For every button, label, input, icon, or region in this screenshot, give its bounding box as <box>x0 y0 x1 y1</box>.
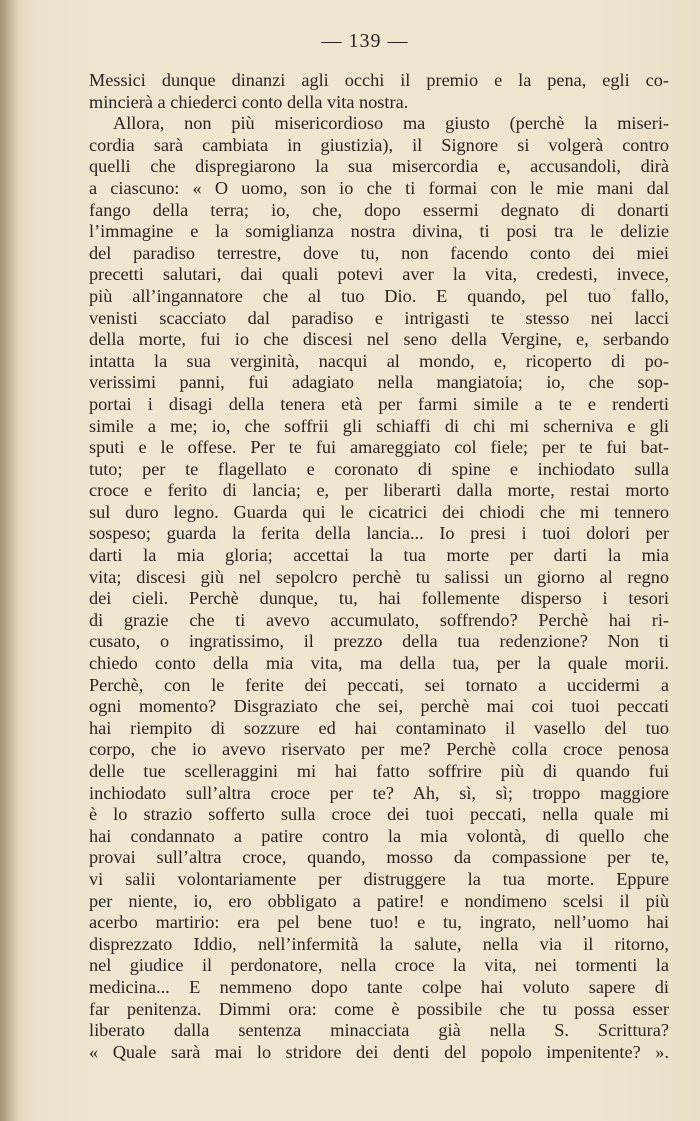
text-line: medicina... E nemmeno dopo tante colpe hai voluto sapere di <box>89 976 669 997</box>
text-line: vi salii volontariamente per distruggere la tua morte. Eppure <box>89 868 669 889</box>
text-line: di grazie che ti avevo accumulato, soffrendo? Perchè hai ri- <box>89 609 669 630</box>
text-line: sospeso; guarda la ferita della lancia... Io presi i tuoi dolori per <box>89 523 669 544</box>
body-text <box>89 70 669 1063</box>
text-line: Allora, non più misericordioso ma giusto (perchè la miseri- <box>113 113 669 134</box>
text-line: croce e ferito di lancia; e, per liberarti dalla morte, restai morto <box>89 480 669 501</box>
text-line: provai sull’altra croce, quando, mosso da compassione per te, <box>89 847 669 868</box>
text-line: della morte, fui io che discesi nel seno della Vergine, e, serbando <box>89 329 669 350</box>
text-line: l’immagine e la somiglianza nostra divina, ti posi tra le delizie <box>89 221 669 242</box>
text-line: è lo strazio sofferto sulla croce dei tuoi peccati, nella quale mi <box>89 804 669 825</box>
text-line: corpo, che io avevo riservato per me? Perchè colla croce penosa <box>89 739 669 760</box>
text-line: verissimi panni, fui adagiato nella mangiatoia; io, che sop- <box>89 372 669 393</box>
text-line: hai condannato a patire contro la mia volontà, di quello che <box>89 825 669 846</box>
text-line: più all’ingannatore che al tuo Dio. E quando, pel tuo fallo, <box>89 285 669 306</box>
text-line: « Quale sarà mai lo stridore dei denti del popolo impenitente? ». <box>89 1041 669 1062</box>
page-number: — 139 — <box>321 30 409 52</box>
text-line: sputi e le offese. Per te fui amareggiato col fiele; per te fui bat- <box>89 437 669 458</box>
text-line: dei cieli. Perchè dunque, tu, hai follemente disperso i tesori <box>89 588 669 609</box>
text-line: inchiodato sull’altra croce per te? Ah, sì, sì; troppo maggiore <box>89 782 669 803</box>
text-line: nel giudice il perdonatore, nella croce la vita, nei tormenti la <box>89 955 669 976</box>
text-line: Messici dunque dinanzi agli occhi il premio e la pena, egli co- <box>89 70 669 90</box>
text-line: venisti scacciato dal paradiso e intrigasti te stesso nei lacci <box>89 307 669 328</box>
text-line: liberato dalla sentenza minacciata già nella S. Scrittura? <box>89 1020 669 1041</box>
text-line: tuto; per te flagellato e coronato di spine e inchiodato sulla <box>89 458 669 479</box>
text-line: acerbo martirio: era pel bene tuo! e tu, ingrato, nell’uomo hai <box>89 912 669 933</box>
text-line: simile a me; io, che soffrii gli schiaffi di chi mi scherniva e gli <box>89 415 669 436</box>
text-line: disprezzato Iddio, nell’infermità la salute, nella via il ritorno, <box>89 933 669 954</box>
text-line: fango della terra; io, che, dopo essermi degnato di donarti <box>89 199 669 220</box>
text-line: quelli che dispregiarono la sua misercordia e, accusandoli, dirà <box>89 156 669 177</box>
text-line: per niente, io, ero obbligato a patire! e nondimeno scelsi il più <box>89 890 669 911</box>
text-line: chiedo conto della mia vita, ma della tua, per la quale morii. <box>89 653 669 674</box>
text-line: hai riempito di sozzure ed hai contaminato il vasello del tuo <box>89 717 669 738</box>
text-line: sul duro legno. Guarda qui le cicatrici dei chiodi che mi tennero <box>89 501 669 522</box>
text-line: a ciascuno: « O uomo, son io che ti formai con le mie mani dal <box>89 177 669 198</box>
text-line: cordia sarà cambiata in giustizia), il Signore si volgerà contro <box>89 134 669 155</box>
text-line: cusato, o ingratissimo, il prezzo della tua redenzione? Non ti <box>89 631 669 652</box>
text-line: portai i disagi della tenera età per farmi simile a te e renderti <box>89 393 669 414</box>
text-line: mincierà a chiederci conto della vita nostra. <box>89 91 409 112</box>
text-line: darti la mia gloria; accettai la tua morte per darti la mia <box>89 545 669 566</box>
text-line: delle tue scelleraggini mi hai fatto soffrire più di quando fui <box>89 761 669 781</box>
text-line: Perchè, con le ferite dei peccati, sei tornato a uccidermi a <box>89 674 669 695</box>
text-line: far penitenza. Dimmi ora: come è possibile che tu possa esser <box>89 998 669 1019</box>
text-line: vita; discesi giù nel sepolcro perchè tu salissi un giorno al regno <box>89 566 669 587</box>
page-binding-edge <box>0 0 18 1121</box>
text-line: del paradiso terrestre, dove tu, non facendo conto dei miei <box>89 242 669 263</box>
text-line: precetti salutari, dai quali potevi aver la vita, credesti, invece, <box>89 264 669 285</box>
text-line: ogni momento? Disgraziato che sei, perchè mai coi tuoi peccati <box>89 696 669 717</box>
text-line: intatta la sua verginità, nacqui al mondo, e, ricoperto di po- <box>89 350 669 371</box>
